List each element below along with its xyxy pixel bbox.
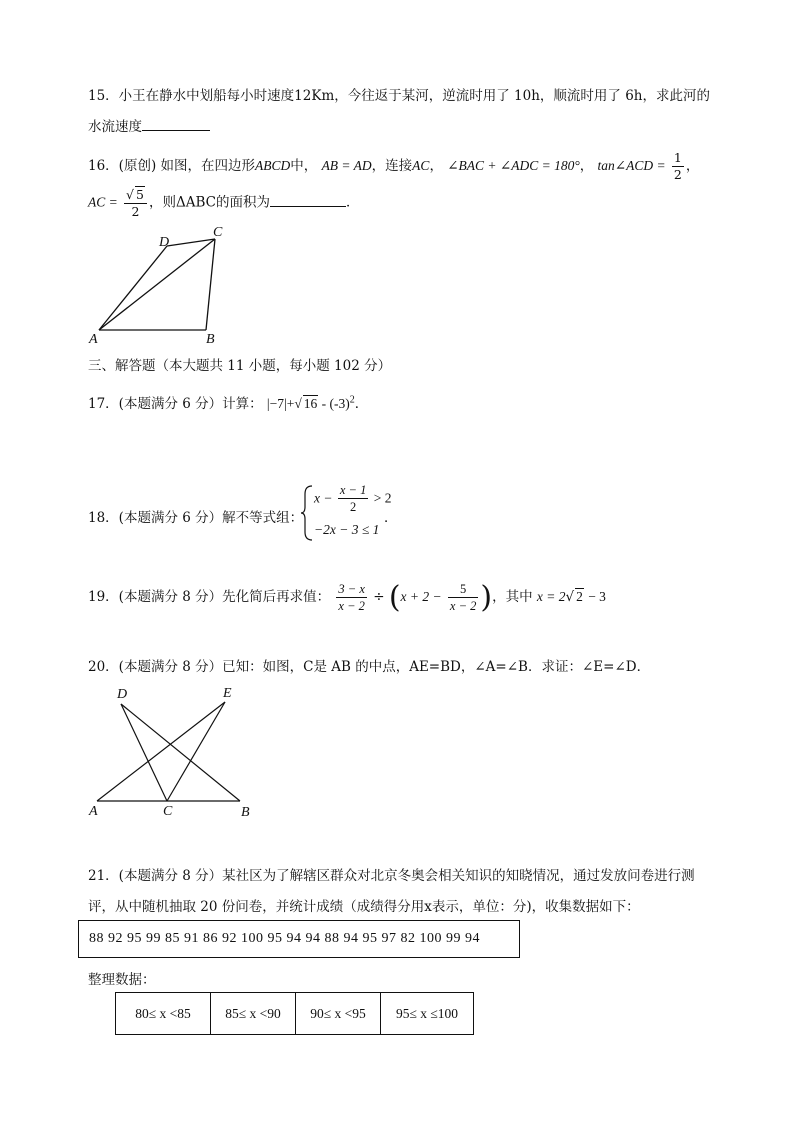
q16-comma3: ， [685,158,700,174]
q18-ineq1-a: x − [314,490,333,506]
q15-line2 [88,115,210,135]
q16-label-b: B [206,332,215,346]
q21-line1: 21．(本题满分 8 分）某社区为了解辖区群众对北京冬奥会相关知识的知晓情况，通过发放问卷进行测 [88,868,695,884]
q18-prefix: 18．(本题满分 6 分）解不等式组： [88,510,304,526]
q16-link: ，连接 [371,158,413,174]
q18-ineq1-fraction [338,482,368,515]
q16-ac-eq: AC = [88,194,118,210]
q21-group-4: 95≤ x ≤100 [381,993,474,1035]
q18-left-brace [300,484,314,542]
q16-prefix: 16．(原创) 如图，在四边形 [88,158,256,174]
q20-segment-ec [167,702,225,801]
q16-edge-ad [99,246,167,330]
q20-label-a: A [89,804,98,819]
q20-triangles-figure [85,684,260,820]
q16-line1 [88,150,699,183]
q17-abs-value: 7 [277,396,284,411]
q16-ask: ，则ΔABC的面积为 [148,194,270,211]
q16-end: ． [345,194,360,211]
q17-square: 2 [349,394,355,406]
q20-segment-db [121,704,240,801]
q16-label-d: D [159,235,170,250]
q18-ineq1-den: 2 [349,500,357,514]
q18-end: ． [384,510,398,526]
q19-fraction1 [336,581,366,614]
q20-label-b: B [241,805,250,820]
q17-expression: |−7|+√ $16 - (-3)^2$ [266,394,355,411]
q16-tan: tan∠ACD = [597,158,666,173]
q19-f2-den: x − 2 [449,599,477,613]
q19-f1-den: x − 2 [338,599,365,613]
q20-segment-ae [97,702,225,801]
q16-ac-fraction [124,186,147,220]
q15-line2-text: 水流速度 [88,119,142,135]
q17-line [88,392,368,412]
q16-tan-fraction [672,150,684,183]
q19-xval: x = 2 [536,589,566,604]
q19-inner-a: x + 2 − [400,589,442,604]
q16-tan-den: 2 [673,167,682,182]
q21-data-box [78,920,520,958]
q21-group-2: 85≤ x <90 [211,993,296,1035]
q16-quadrilateral-figure [85,222,245,346]
q17-minus: - [321,396,327,411]
q16-ac: AC [412,158,430,173]
q19-tail: − 3 [588,589,606,604]
q19-fraction2 [448,581,478,614]
q16-tan-num: 1 [673,150,682,165]
q16-ac-num: √ 5 [124,186,147,204]
q18-ineq1-num: x − 1 [339,483,367,497]
q21-data: 88 92 95 99 85 91 86 92 100 95 94 94 88 94 95 97 82 100 99 94 [89,931,480,946]
q16-answer-blank [270,205,346,207]
q15-line1: 15．小王在静水中划船每小时速度12Km，今往返于某河，逆流时用了 10h，顺流时用了 6h，求此河的 [88,88,710,104]
q17-sqrt16: 16 [303,396,318,411]
q20-label-e: E [223,686,232,701]
q16-angle-eq: ∠BAC + ∠ADC = 180° [447,158,580,173]
q21-group-table [115,992,474,1035]
section-3-heading: 三、解答题（本大题共 11 小题，每小题 102 分） [88,358,392,374]
q19-f1-num: 3 − x [338,582,365,596]
q16-comma1: ， [429,158,443,174]
q16-quad: ABCD [255,158,291,173]
q17-end: ． [354,396,369,412]
q16-ac-den: 2 [131,204,140,219]
q18-ineq1-b: > 2 [373,490,392,506]
q21-organize-label: 整理数据： [88,972,156,988]
q19-prefix: 19．(本题满分 8 分）先化简后再求值： [88,589,331,605]
q20-text: 20．(本题满分 8 分）已知：如图，C是 AB 的中点，AE=BD，∠A=∠B．求证：∠E=∠D． [88,659,651,675]
table-row [116,993,474,1035]
q18-ineq2: −2x − 3 ≤ 1 [314,522,380,537]
q16-diagonal-ac [99,239,215,330]
q16-cond1: AB = AD [321,158,372,173]
q17-paren: (-3) [329,396,350,411]
q19-rparen: ) [480,580,493,615]
q19-lparen: ( [388,580,401,615]
q17-prefix: 17．(本题满分 6 分）计算： [88,396,263,412]
q16-comma2: ， [579,158,594,174]
q20-label-c: C [163,804,173,819]
q15-answer-blank [142,129,210,131]
q19-line: 19．(本题满分 8 分）先化简后再求值： $\frac{3 - x}{x - 2}$ ÷ (x + 2 − $\frac{5}{x - 2}$ )，其中 x = 2√ 2 − 3 [88,580,606,615]
q16-label-c: C [213,225,223,240]
q17-abs: |−7| [266,396,287,411]
q16-edge-cb [206,239,215,330]
q21-line2: 评，从中随机抽取 20 份问卷，并统计成绩（成绩得分用x表示，单位：分)，收集数据如下： [88,899,640,915]
q18-ineq1 [314,484,391,515]
q17-plus: + [286,396,295,411]
q16-line2 [88,186,359,220]
q20-label-d: D [117,687,128,702]
q19-f2-num: 5 [448,581,478,598]
q19-mid: ，其中 [492,589,533,605]
q19-div: ÷ [373,589,385,605]
q16-sqrt5: 5 [136,187,144,202]
q21-group-1: 80≤ x <85 [116,993,211,1035]
q19-sqrt2: 2 [576,589,583,604]
q21-group-3: 90≤ x <95 [296,993,381,1035]
q16-label-a: A [89,332,98,346]
q16-zhong: 中， [290,158,318,174]
q18-ineq2-line [314,522,379,538]
